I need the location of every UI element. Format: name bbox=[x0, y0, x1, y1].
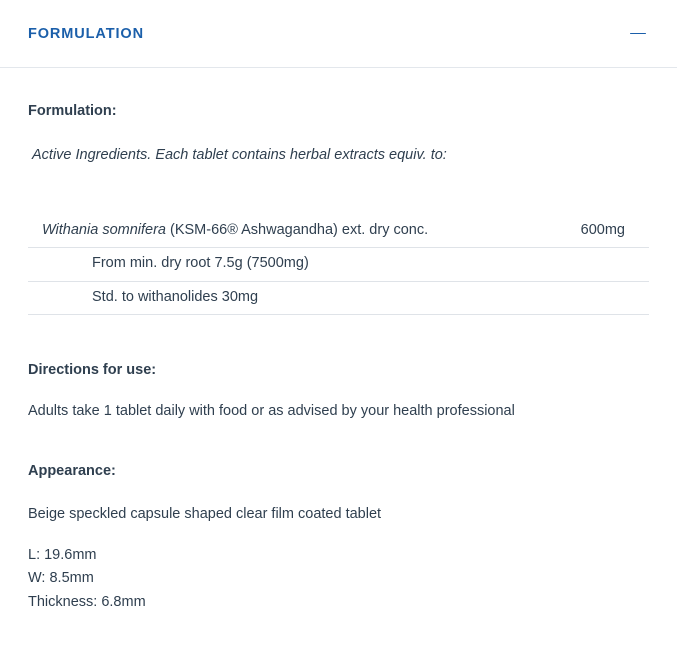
ingredient-detail-cell: From min. dry root 7.5g (7500mg) bbox=[92, 255, 309, 272]
formulation-intro: Active Ingredients. Each tablet contains herbal extracts equiv. to: bbox=[32, 146, 447, 163]
minus-icon-bar bbox=[630, 33, 646, 35]
minus-icon[interactable] bbox=[627, 23, 649, 45]
appearance-heading: Appearance: bbox=[28, 462, 116, 479]
ingredient-amount-cell bbox=[505, 281, 649, 315]
dimension-length: L: 19.6mm bbox=[28, 547, 97, 564]
ingredient-name-cell bbox=[28, 215, 505, 248]
ingredient-name-rest: (KSM-66® Ashwagandha) ext. dry conc. bbox=[165, 221, 429, 238]
dimension-thickness: Thickness: 6.8mm bbox=[28, 593, 146, 610]
formulation-accordion-header[interactable] bbox=[0, 0, 677, 68]
accordion-title: FORMULATION bbox=[28, 25, 144, 42]
ingredient-detail-cell: Std. to withanolides 30mg bbox=[92, 288, 259, 305]
table-row bbox=[28, 248, 649, 282]
table-row bbox=[28, 281, 649, 315]
formulation-accordion-body bbox=[0, 102, 677, 614]
directions-heading: Directions for use: bbox=[28, 362, 157, 379]
ingredients-table bbox=[28, 215, 649, 316]
ingredient-amount-cell: 600mg bbox=[580, 221, 625, 238]
ingredient-amount-cell bbox=[505, 248, 649, 282]
ingredient-latin-name: Withania somnifera bbox=[42, 221, 166, 238]
directions-text: Adults take 1 tablet daily with food or as advised by your health professional bbox=[28, 403, 515, 420]
appearance-text: Beige speckled capsule shaped clear film coated tablet bbox=[28, 505, 382, 522]
section-spacer bbox=[28, 422, 649, 462]
formulation-heading: Formulation: bbox=[28, 103, 117, 119]
appearance-dimensions bbox=[28, 544, 649, 614]
dimension-width: W: 8.5mm bbox=[28, 570, 94, 587]
ingredients-table-body bbox=[28, 215, 649, 315]
table-row bbox=[28, 215, 649, 248]
